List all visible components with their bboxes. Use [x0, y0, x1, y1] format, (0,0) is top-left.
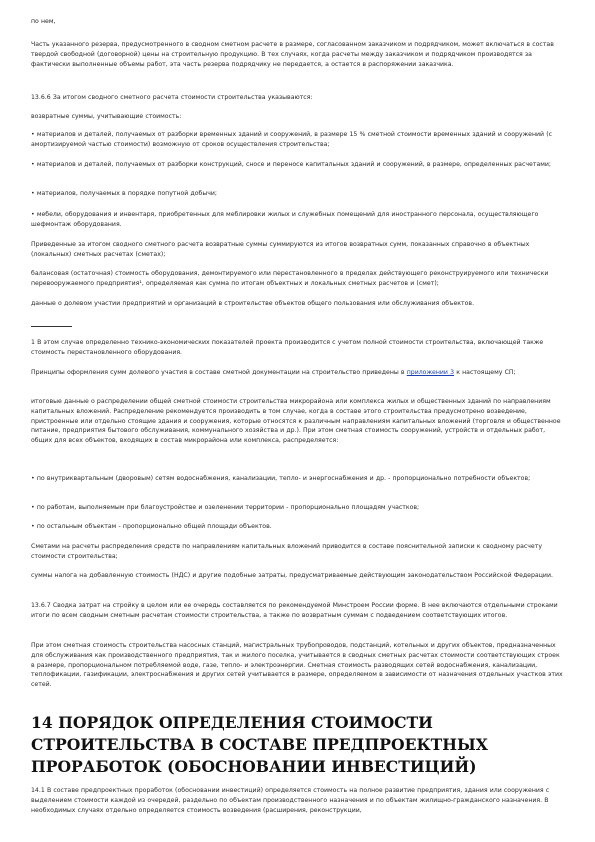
- paragraph-balance-value: балансовая (остаточная) стоимость оборудования, демонтируемого или перестановленного в пределах действующего реконструируемого или технически перевооружаемого предприятия¹, определяемая как сумма по итогам объектных и локальных сметных расчетов и (смет);: [31, 270, 549, 287]
- bullet-dismantling: • материалов и деталей, получаемых от разборки конструкций, сносе и переносе капитальных зданий и сооружений, в размере, определенных расчетами;: [31, 161, 552, 168]
- footnote-divider: [31, 326, 72, 327]
- paragraph-13-6-7: 13.6.7 Сводка затрат на стройку в целом или ее очередь составляется по рекомендуемой Минстроем России форме. В нее включаются отдельными строками итоги по всем сводным сметным расчетам стоимости строительства, а также по возвратным суммам с подведением соответствующих итогов.: [31, 602, 558, 619]
- paragraph-reserve: Часть указанного резерва, предусмотренного в сводном сметном расчете в размере, согласованном заказчиком и подрядчиком, может включаться в состав твердой свободной (договорной) цены на строительную продукцию. В тех случаях, когда расчеты между заказчиком и подрядчиком производятся за фактически выполненные объемы работ, эта часть резерва подрядчику не передается, а остается в распоряжении заказчика.: [31, 41, 554, 68]
- appendix-text-before: Принципы оформления сумм долевого участия в составе сметной документации на строительство приведены в: [31, 369, 407, 376]
- paragraph-shared-participation: данные о долевом участии предприятий и организаций в строительстве объектов общего пользования или обслуживания объектов.: [31, 300, 475, 307]
- appendix-text-after: к настоящему СП;: [454, 369, 516, 376]
- paragraph-summed-returnables: Приведенные за итогом сводного сметного расчета возвратные суммы суммируются из итогов возвратных сумм, показанных справочно в объектных (локальных) сметных расчетах (сметах);: [31, 241, 530, 258]
- paragraph-continuation: по нем,: [31, 18, 56, 25]
- paragraph-vat: суммы налога на добавленную стоимость (НДС) и другие подобные затраты, предусматриваемые действующим законодательством Российской Федерации.: [31, 572, 553, 579]
- bullet-furniture: • мебели, оборудования и инвентаря, приобретенных для меблировки жилых и служебных помещений для иностранного персонала, осуществляющего шефмонтаж оборудования.: [31, 211, 539, 228]
- footnote: 1 В этом случае определенно технико-экономических показателей проекта производится с учетом полной стоимости строительства, включающей также стоимость перестановленного оборудования.: [31, 339, 544, 356]
- paragraph-explanatory-note: Сметами на расчеты распределения средств по направлениям капитальных вложений приводится в составе пояснительной записки к сводному расчету стоимости строительства;: [31, 543, 542, 560]
- appendix-3-link[interactable]: приложении 3: [406, 369, 455, 376]
- paragraph-returnable-sums: возвратные суммы, учитывающие стоимость:: [31, 113, 182, 120]
- bullet-other-objects: • по остальным объектам - пропорционально общей площади объектов.: [31, 523, 272, 530]
- paragraph-14-1: 14.1 В составе предпроектных проработок (обосновании инвестиций) определяется стоимость на полное развитие предприятия, здания или сооружения с выделением стоимости каждой из очередей, раздельно по объектам производственного назначения и по объектам жилищно-гражданского назначения. В необходимых случаях отдельно определяется стоимость возведения (расширения, реконструкции,: [31, 787, 550, 814]
- section-heading-14: 14 ПОРЯДОК ОПРЕДЕЛЕНИЯ СТОИМОСТИ СТРОИТЕЛЬСТВА В СОСТАВЕ ПРЕДПРОЕКТНЫХ ПРОРАБОТОК (ОБОСНОВАНИИ ИНВЕСТИЦИЙ): [31, 713, 488, 776]
- bullet-networks: • по внутриквартальным (дворовым) сетям водоснабжения, канализации, тепло- и энергоснабжения и др. - пропорционально потребности объектов;: [31, 475, 531, 482]
- bullet-incidental-extraction: • материалов, получаемых в порядке попутной добычи;: [31, 190, 218, 197]
- paragraph-appendix-reference: [31, 368, 563, 378]
- bullet-temporary-buildings: • материалов и деталей, получаемых от разборки временных зданий и сооружений, в размере 15 % сметной стоимости временных зданий и сооружений (с амортизируемой частью стоимости) возможную от сроков осуществления строительства;: [31, 131, 553, 148]
- paragraph-distribution: итоговые данные о распределении общей сметной стоимости строительства микрорайона или комплекса жилых и общественных зданий по направлениям капитальных вложений. Распределение рекомендуется производить в том случае, когда в составе этого строительства предусмотрено возведение, пристроенные или отдельно стоящие здания и сооружения, которые относятся к различным направлениям капитальных вложений (торговля и общественное питание, предприятия бытового обслуживания, коммунального хозяйства и др.). При этом сметная стоимость сооружений, устройств и отдельных работ, общих для всех объектов, входящих в состав микрорайона или комплекса, распределяется:: [31, 398, 561, 445]
- bullet-landscaping: • по работам, выполняемым при благоустройстве и озеленении территории - пропорционально площадям участков;: [31, 504, 420, 511]
- paragraph-pumping-stations: При этом сметная стоимость строительства насосных станций, магистральных трубопроводов, подстанций, котельных и других объектов, предназначенных для обслуживания как производственного предприятия, так и жилого поселка, учитывается в сводных сметных расчетах стоимости соответствующих строек в размере, пропорциональном потребляемой воде, газе, тепло- и электроэнергии. Сметная стоимость разводящих сетей водоснабжения, канализации, теплофикации, газификации, электроснабжения и других сетей учитывается в размере, определяемом в зависимости от назначения отдельных участков этих сетей.: [31, 642, 563, 689]
- paragraph-13-6-6: 13.6.6 За итогом сводного сметного расчета стоимости строительства указываются:: [31, 94, 313, 101]
